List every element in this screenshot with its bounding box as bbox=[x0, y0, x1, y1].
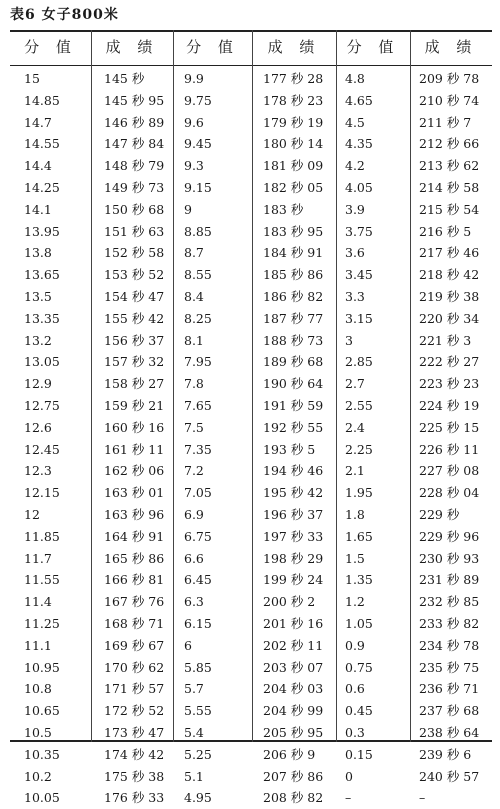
result-cell: 220 秒 34 bbox=[419, 310, 480, 326]
result-cell: 197 秒 33 bbox=[263, 528, 324, 544]
result-cell: 148 秒 79 bbox=[104, 158, 165, 174]
result-cell: 212 秒 66 bbox=[419, 136, 480, 152]
score-cell: 14.4 bbox=[24, 158, 52, 174]
score-cell: 6.15 bbox=[184, 615, 212, 631]
score-cell: 10.65 bbox=[24, 703, 60, 719]
score-cell: 4.05 bbox=[345, 179, 373, 195]
table-row bbox=[10, 330, 492, 352]
table-row bbox=[10, 700, 492, 722]
result-cell: 152 秒 58 bbox=[104, 245, 165, 261]
score-cell: 6.75 bbox=[184, 528, 212, 544]
result-cell: 170 秒 62 bbox=[104, 659, 165, 675]
result-cell: 217 秒 46 bbox=[419, 245, 480, 261]
header-result-3: 成 绩 bbox=[424, 38, 478, 56]
result-cell: 169 秒 67 bbox=[104, 637, 165, 653]
result-cell: 235 秒 75 bbox=[419, 659, 480, 675]
score-cell: 14.7 bbox=[24, 114, 52, 130]
table-row bbox=[10, 460, 492, 482]
result-cell: 151 秒 63 bbox=[104, 223, 165, 239]
result-cell: 179 秒 19 bbox=[263, 114, 324, 130]
score-cell: 1.35 bbox=[345, 572, 373, 588]
header-score-1: 分 值 bbox=[24, 38, 77, 56]
score-cell: 3.15 bbox=[345, 310, 373, 326]
table-row bbox=[10, 199, 492, 221]
table-row bbox=[10, 766, 492, 788]
score-cell: 13.65 bbox=[24, 267, 60, 283]
score-cell: 2.85 bbox=[345, 354, 373, 370]
score-cell: 12.15 bbox=[24, 485, 60, 501]
score-cell: 3 bbox=[345, 332, 353, 348]
result-cell: 165 秒 86 bbox=[104, 550, 165, 566]
score-cell: 11.55 bbox=[24, 572, 60, 588]
result-cell: – bbox=[419, 790, 426, 806]
result-cell: 166 秒 81 bbox=[104, 572, 165, 588]
header-result-1: 成 绩 bbox=[105, 38, 159, 56]
score-cell: 6.6 bbox=[184, 550, 204, 566]
result-cell: 198 秒 29 bbox=[263, 550, 324, 566]
table-row bbox=[10, 526, 492, 548]
score-cell: 10.5 bbox=[24, 724, 52, 740]
score-cell: 15 bbox=[24, 71, 40, 86]
table-row bbox=[10, 90, 492, 112]
result-cell: 203 秒 07 bbox=[263, 659, 324, 675]
table-row bbox=[10, 439, 492, 461]
result-cell: 150 秒 68 bbox=[104, 201, 165, 217]
score-cell: 12.75 bbox=[24, 397, 60, 413]
result-cell: 149 秒 73 bbox=[104, 179, 165, 195]
result-cell: 228 秒 04 bbox=[419, 485, 480, 501]
result-cell: 145 秒 bbox=[104, 71, 145, 86]
result-cell: 194 秒 46 bbox=[263, 463, 324, 479]
table-row bbox=[10, 177, 492, 199]
table-row bbox=[10, 635, 492, 657]
score-cell: 0.9 bbox=[345, 637, 365, 653]
score-cell: 6.9 bbox=[184, 506, 204, 522]
score-cell: 5.7 bbox=[184, 681, 204, 697]
result-cell: 239 秒 6 bbox=[419, 746, 472, 762]
score-cell: 12.6 bbox=[24, 419, 52, 435]
table-row bbox=[10, 722, 492, 744]
result-cell: 159 秒 21 bbox=[104, 397, 165, 413]
score-cell: 11.85 bbox=[24, 528, 60, 544]
result-cell: 172 秒 52 bbox=[104, 703, 165, 719]
score-cell: 9.75 bbox=[184, 92, 212, 108]
score-cell: 12.45 bbox=[24, 441, 60, 457]
score-cell: 2.4 bbox=[345, 419, 365, 435]
result-cell: 205 秒 95 bbox=[263, 724, 324, 740]
score-cell: – bbox=[345, 790, 352, 806]
score-cell: 4.35 bbox=[345, 136, 373, 152]
score-cell: 9.6 bbox=[184, 114, 204, 130]
score-cell: 5.55 bbox=[184, 703, 212, 719]
score-cell: 9.9 bbox=[184, 71, 204, 86]
result-cell: 147 秒 84 bbox=[104, 136, 165, 152]
result-cell: 233 秒 82 bbox=[419, 615, 480, 631]
score-cell: 6.45 bbox=[184, 572, 212, 588]
result-cell: 204 秒 03 bbox=[263, 681, 324, 697]
score-cell: 8.85 bbox=[184, 223, 212, 239]
score-cell: 1.2 bbox=[345, 594, 365, 610]
score-cell: 14.55 bbox=[24, 136, 60, 152]
result-cell: 219 秒 38 bbox=[419, 288, 480, 304]
score-cell: 1.05 bbox=[345, 615, 373, 631]
result-cell: 176 秒 33 bbox=[104, 790, 165, 806]
score-cell: 7.2 bbox=[184, 463, 204, 479]
table-row bbox=[10, 678, 492, 700]
result-cell: 171 秒 57 bbox=[104, 681, 165, 697]
score-cell: 0.3 bbox=[345, 724, 365, 740]
score-cell: 13.8 bbox=[24, 245, 52, 261]
score-cell: 3.45 bbox=[345, 267, 373, 283]
score-cell: 7.05 bbox=[184, 485, 212, 501]
result-cell: 221 秒 3 bbox=[419, 332, 472, 348]
score-cell: 13.2 bbox=[24, 332, 52, 348]
result-cell: 160 秒 16 bbox=[104, 419, 165, 435]
score-cell: 0.75 bbox=[345, 659, 373, 675]
result-cell: 226 秒 11 bbox=[419, 441, 480, 457]
table-row bbox=[10, 613, 492, 635]
score-cell: 5.25 bbox=[184, 746, 212, 762]
result-cell: 224 秒 19 bbox=[419, 397, 480, 413]
score-cell: 8.1 bbox=[184, 332, 204, 348]
score-cell: 2.55 bbox=[345, 397, 373, 413]
result-cell: 180 秒 14 bbox=[263, 136, 324, 152]
result-cell: 209 秒 78 bbox=[419, 71, 480, 86]
score-cell: 8.25 bbox=[184, 310, 212, 326]
score-cell: 4.95 bbox=[184, 790, 212, 806]
table-row bbox=[10, 744, 492, 766]
result-cell: 186 秒 82 bbox=[263, 288, 324, 304]
table-row bbox=[10, 548, 492, 570]
result-cell: 192 秒 55 bbox=[263, 419, 324, 435]
score-cell: 9.45 bbox=[184, 136, 212, 152]
result-cell: 201 秒 16 bbox=[263, 615, 324, 631]
result-cell: 182 秒 05 bbox=[263, 179, 324, 195]
score-cell: 10.35 bbox=[24, 746, 60, 762]
score-cell: 0.6 bbox=[345, 681, 365, 697]
score-cell: 9.15 bbox=[184, 179, 212, 195]
score-cell: 14.1 bbox=[24, 201, 52, 217]
score-cell: 1.8 bbox=[345, 506, 365, 522]
result-cell: 163 秒 01 bbox=[104, 485, 165, 501]
score-cell: 12 bbox=[24, 506, 40, 522]
result-cell: 163 秒 96 bbox=[104, 506, 165, 522]
score-cell: 8.55 bbox=[184, 267, 212, 283]
score-cell: 11.25 bbox=[24, 615, 60, 631]
table-row bbox=[10, 591, 492, 613]
result-cell: 218 秒 42 bbox=[419, 267, 480, 283]
score-cell: 1.95 bbox=[345, 485, 373, 501]
table-row bbox=[10, 112, 492, 134]
result-cell: 215 秒 54 bbox=[419, 201, 480, 217]
result-cell: 225 秒 15 bbox=[419, 419, 480, 435]
result-cell: 238 秒 64 bbox=[419, 724, 480, 740]
score-cell: 6 bbox=[184, 637, 192, 653]
table-row bbox=[10, 504, 492, 526]
score-cell: 0.15 bbox=[345, 746, 373, 762]
score-cell: 1.65 bbox=[345, 528, 373, 544]
result-cell: 161 秒 11 bbox=[104, 441, 165, 457]
result-cell: 177 秒 28 bbox=[263, 71, 324, 86]
result-cell: 236 秒 71 bbox=[419, 681, 480, 697]
header-result-2: 成 绩 bbox=[267, 38, 321, 56]
result-cell: 183 秒 bbox=[263, 201, 304, 217]
score-cell: 0.45 bbox=[345, 703, 373, 719]
table-row bbox=[10, 395, 492, 417]
score-cell: 2.7 bbox=[345, 376, 365, 392]
header-score-3: 分 值 bbox=[346, 38, 400, 56]
result-cell: 207 秒 86 bbox=[263, 768, 324, 784]
score-cell: 2.25 bbox=[345, 441, 373, 457]
result-cell: 214 秒 58 bbox=[419, 179, 480, 195]
result-cell: 204 秒 99 bbox=[263, 703, 324, 719]
result-cell: 154 秒 47 bbox=[104, 288, 165, 304]
score-table bbox=[10, 30, 492, 806]
score-cell: 11.4 bbox=[24, 594, 52, 610]
table-row bbox=[10, 308, 492, 330]
score-cell: 5.85 bbox=[184, 659, 212, 675]
result-cell: 200 秒 2 bbox=[263, 594, 316, 610]
header-score-2: 分 值 bbox=[186, 38, 239, 56]
result-cell: 193 秒 5 bbox=[263, 441, 316, 457]
score-cell: 8.4 bbox=[184, 288, 204, 304]
score-cell: 10.8 bbox=[24, 681, 52, 697]
score-cell: 10.05 bbox=[24, 790, 60, 806]
score-cell: 3.3 bbox=[345, 288, 365, 304]
result-cell: 181 秒 09 bbox=[263, 158, 324, 174]
table-row bbox=[10, 417, 492, 439]
result-cell: 178 秒 23 bbox=[263, 92, 324, 108]
result-cell: 195 秒 42 bbox=[263, 485, 324, 501]
result-cell: 175 秒 38 bbox=[104, 768, 165, 784]
table-row bbox=[10, 68, 492, 90]
result-cell: 145 秒 95 bbox=[104, 92, 165, 108]
result-cell: 216 秒 5 bbox=[419, 223, 472, 239]
table-row bbox=[10, 569, 492, 591]
table-row bbox=[10, 657, 492, 679]
table-row bbox=[10, 155, 492, 177]
result-cell: 223 秒 23 bbox=[419, 376, 480, 392]
result-cell: 206 秒 9 bbox=[263, 746, 316, 762]
result-cell: 184 秒 91 bbox=[263, 245, 324, 261]
score-cell: 13.5 bbox=[24, 288, 52, 304]
score-cell: 7.35 bbox=[184, 441, 212, 457]
score-cell: 7.65 bbox=[184, 397, 212, 413]
table-header-rule bbox=[10, 65, 492, 66]
score-cell: 2.1 bbox=[345, 463, 365, 479]
result-cell: 229 秒 bbox=[419, 506, 460, 522]
result-cell: 183 秒 95 bbox=[263, 223, 324, 239]
result-cell: 156 秒 37 bbox=[104, 332, 165, 348]
result-cell: 222 秒 27 bbox=[419, 354, 480, 370]
result-cell: 146 秒 89 bbox=[104, 114, 165, 130]
result-cell: 230 秒 93 bbox=[419, 550, 480, 566]
score-cell: 3.9 bbox=[345, 201, 365, 217]
result-cell: 211 秒 7 bbox=[419, 114, 472, 130]
result-cell: 227 秒 08 bbox=[419, 463, 480, 479]
score-cell: 8.7 bbox=[184, 245, 204, 261]
result-cell: 158 秒 27 bbox=[104, 376, 165, 392]
score-cell: 10.95 bbox=[24, 659, 60, 675]
score-cell: 7.8 bbox=[184, 376, 204, 392]
result-cell: 199 秒 24 bbox=[263, 572, 324, 588]
result-cell: 162 秒 06 bbox=[104, 463, 165, 479]
result-cell: 237 秒 68 bbox=[419, 703, 480, 719]
score-cell: 12.3 bbox=[24, 463, 52, 479]
result-cell: 167 秒 76 bbox=[104, 594, 165, 610]
result-cell: 210 秒 74 bbox=[419, 92, 480, 108]
result-cell: 196 秒 37 bbox=[263, 506, 324, 522]
table-body bbox=[10, 68, 492, 809]
result-cell: 188 秒 73 bbox=[263, 332, 324, 348]
result-cell: 202 秒 11 bbox=[263, 637, 324, 653]
result-cell: 164 秒 91 bbox=[104, 528, 165, 544]
table-row bbox=[10, 264, 492, 286]
result-cell: 240 秒 57 bbox=[419, 768, 480, 784]
score-cell: 12.9 bbox=[24, 376, 52, 392]
result-cell: 189 秒 68 bbox=[263, 354, 324, 370]
result-cell: 208 秒 82 bbox=[263, 790, 324, 806]
score-cell: 14.85 bbox=[24, 92, 60, 108]
result-cell: 234 秒 78 bbox=[419, 637, 480, 653]
result-cell: 229 秒 96 bbox=[419, 528, 480, 544]
table-row bbox=[10, 373, 492, 395]
score-cell: 9.3 bbox=[184, 158, 204, 174]
result-cell: 155 秒 42 bbox=[104, 310, 165, 326]
result-cell: 187 秒 77 bbox=[263, 310, 324, 326]
result-cell: 173 秒 47 bbox=[104, 724, 165, 740]
score-cell: 4.5 bbox=[345, 114, 365, 130]
result-cell: 191 秒 59 bbox=[263, 397, 324, 413]
result-cell: 185 秒 86 bbox=[263, 267, 324, 283]
score-cell: 7.95 bbox=[184, 354, 212, 370]
score-cell: 13.05 bbox=[24, 354, 60, 370]
score-cell: 1.5 bbox=[345, 550, 365, 566]
table-row bbox=[10, 242, 492, 264]
score-cell: 5.4 bbox=[184, 724, 204, 740]
score-cell: 3.6 bbox=[345, 245, 365, 261]
score-cell: 4.8 bbox=[345, 71, 365, 86]
score-cell: 13.95 bbox=[24, 223, 60, 239]
score-cell: 7.5 bbox=[184, 419, 204, 435]
score-cell: 11.1 bbox=[24, 637, 52, 653]
score-cell: 9 bbox=[184, 201, 192, 217]
score-cell: 3.75 bbox=[345, 223, 373, 239]
result-cell: 168 秒 71 bbox=[104, 615, 165, 631]
result-cell: 232 秒 85 bbox=[419, 594, 480, 610]
table-title: 表6 女子800米 bbox=[10, 7, 119, 23]
score-cell: 6.3 bbox=[184, 594, 204, 610]
score-cell: 0 bbox=[345, 768, 353, 784]
result-cell: 231 秒 89 bbox=[419, 572, 480, 588]
result-cell: 213 秒 62 bbox=[419, 158, 480, 174]
table-row bbox=[10, 787, 492, 809]
result-cell: 174 秒 42 bbox=[104, 746, 165, 762]
result-cell: 157 秒 32 bbox=[104, 354, 165, 370]
score-cell: 5.1 bbox=[184, 768, 204, 784]
table-row bbox=[10, 482, 492, 504]
result-cell: 153 秒 52 bbox=[104, 267, 165, 283]
score-cell: 4.65 bbox=[345, 92, 373, 108]
table-row bbox=[10, 133, 492, 155]
score-cell: 14.25 bbox=[24, 179, 60, 195]
table-row bbox=[10, 286, 492, 308]
score-cell: 4.2 bbox=[345, 158, 365, 174]
score-cell: 13.35 bbox=[24, 310, 60, 326]
score-cell: 10.2 bbox=[24, 768, 52, 784]
table-row bbox=[10, 221, 492, 243]
score-cell: 11.7 bbox=[24, 550, 52, 566]
table-row bbox=[10, 351, 492, 373]
result-cell: 190 秒 64 bbox=[263, 376, 324, 392]
